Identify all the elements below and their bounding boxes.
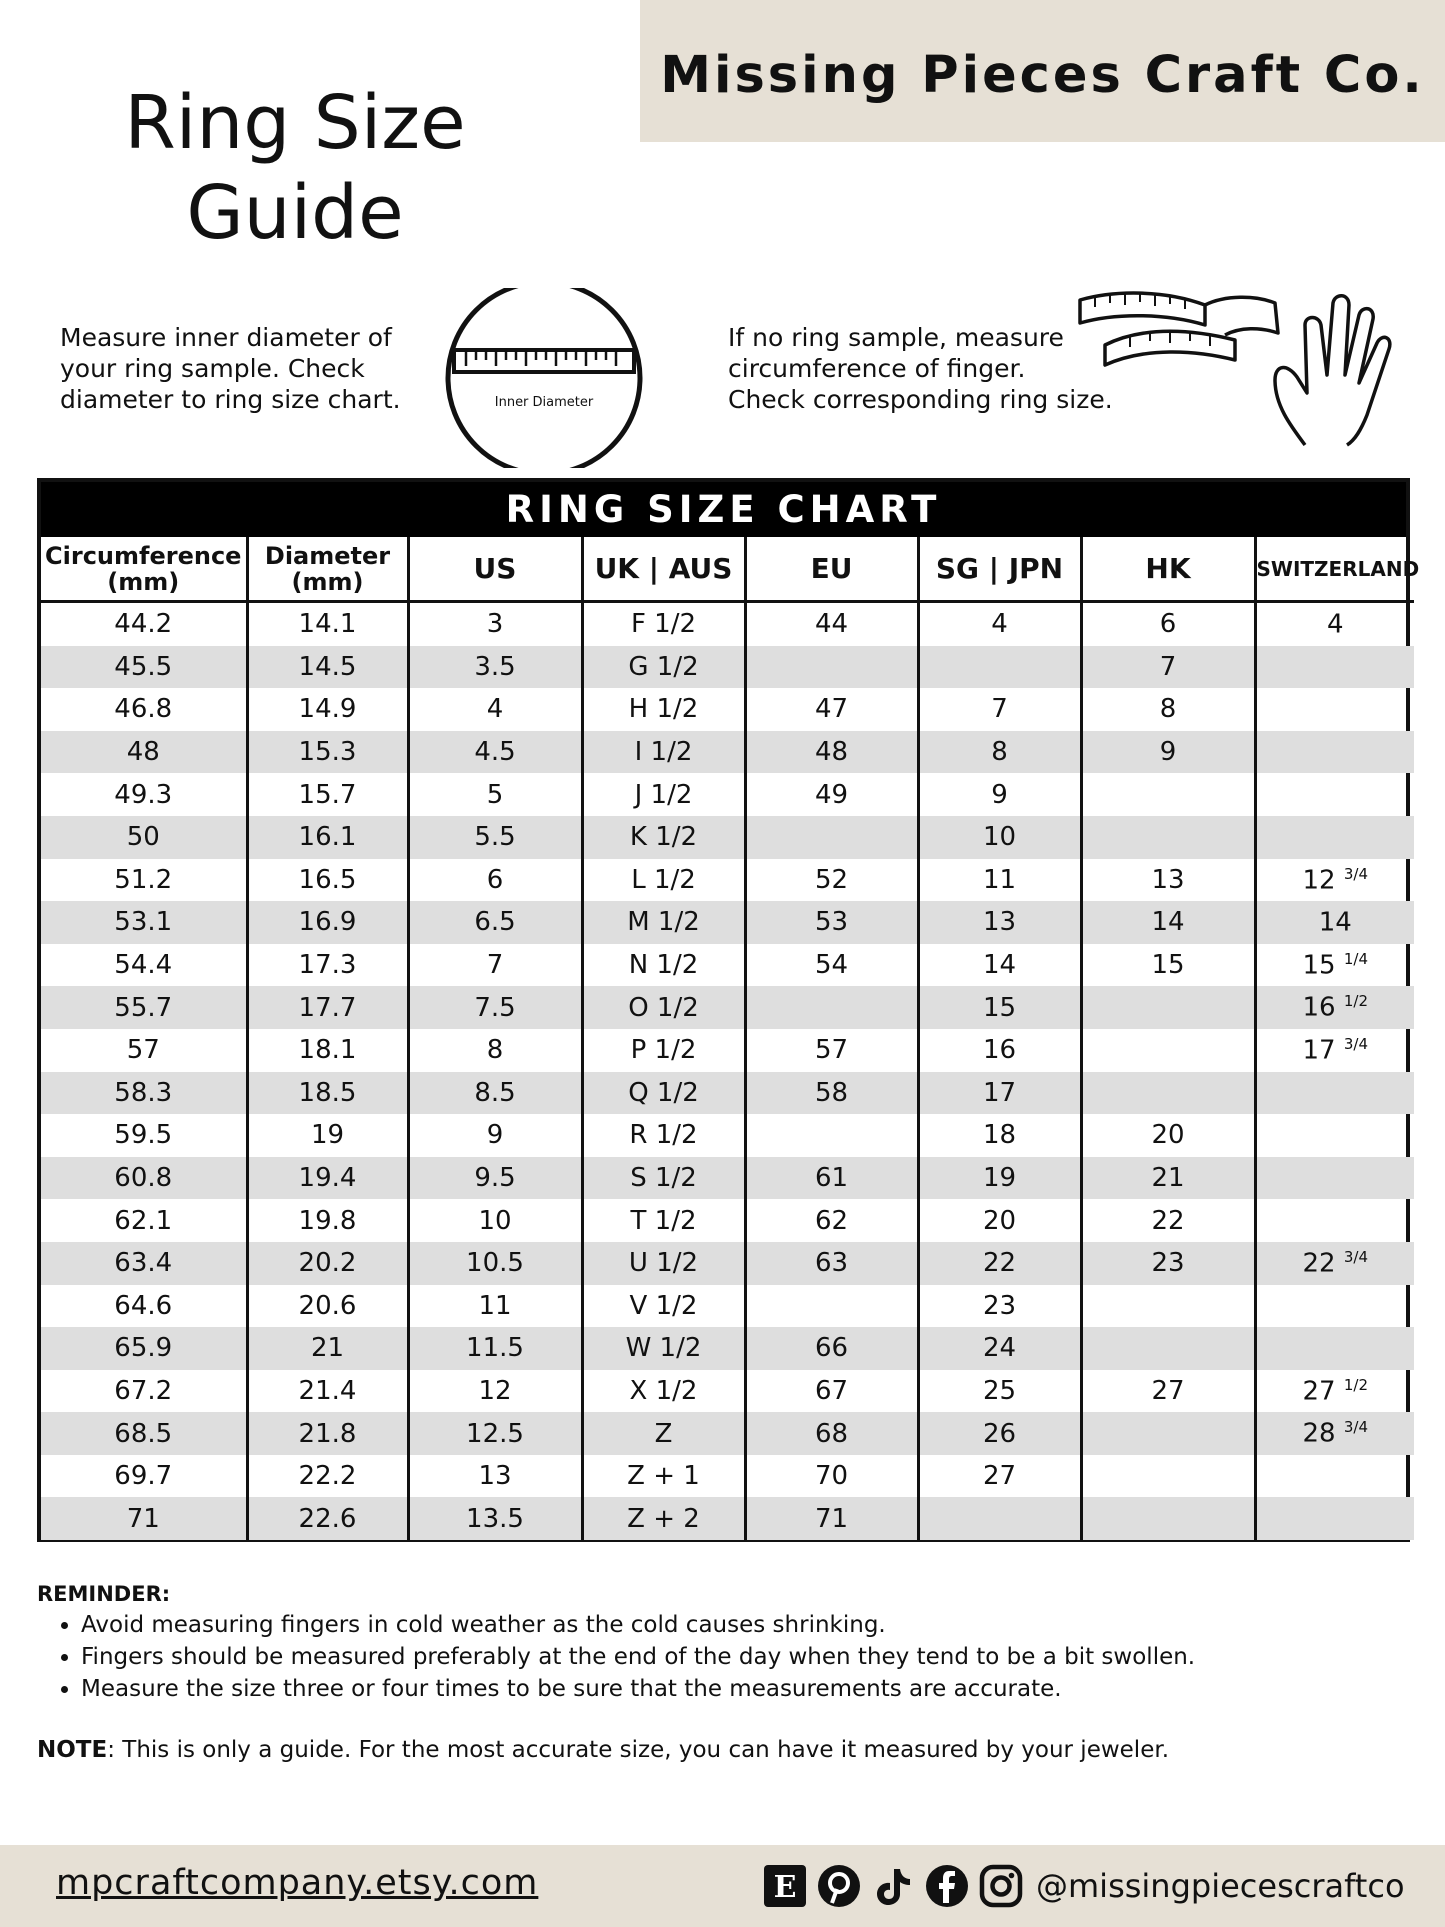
table-cell: 21 [1081,1157,1255,1200]
table-cell: 61 [745,1157,918,1200]
table-cell: R 1/2 [582,1114,745,1157]
table-cell: 44.2 [114,609,173,640]
table-cell: 54.4 [114,950,173,981]
table-cell: 26 [918,1412,1081,1455]
table-cell: 15.7 [247,773,408,816]
table-cell: 64.6 [114,1290,173,1321]
table-cell: X 1/2 [582,1370,745,1413]
table-row [41,1412,1414,1455]
table-cell: H 1/2 [582,688,745,731]
table-cell: 21 [247,1327,408,1370]
table-cell: 49 [745,773,918,816]
table-cell: 12 [408,1370,582,1413]
instruction-line: Measure inner diameter of [60,323,392,352]
table-cell: 21.8 [247,1412,408,1455]
table-cell: 7 [408,944,582,987]
table-row [41,602,1414,646]
table-cell: 22 [918,1242,1081,1285]
table-row [41,1157,1414,1200]
table-cell: 3 [408,602,582,646]
table-cell: 62 [745,1199,918,1242]
page-title [80,78,510,258]
instruction-line: diameter to ring size chart. [60,385,401,414]
table-cell: 14 [918,944,1081,987]
title-line-2: Guide [186,170,404,256]
table-cell: 54 [745,944,918,987]
table-row [41,1285,1414,1328]
table-cell: 14.9 [247,688,408,731]
table-cell: 4.5 [408,731,582,774]
table-cell: 17 $^{3/4}$ [1255,1029,1414,1072]
table-cell: 5.5 [408,816,582,859]
table-cell: 22 $^{3/4}$ [1255,1242,1414,1285]
table-cell: 57 [745,1029,918,1072]
table-cell: 60.8 [41,1157,247,1200]
table-cell [1255,646,1414,689]
table-cell: 23 [1081,1242,1255,1285]
svg-text:E: E [773,1870,797,1905]
table-cell: 20 [918,1199,1081,1242]
table-cell: 8.5 [408,1072,582,1115]
table-cell [1255,1157,1414,1200]
table-cell: 66 [745,1327,918,1370]
size-fraction: 3/4 [1343,1034,1368,1053]
table-cell: 10 [918,816,1081,859]
table-cell [1081,1285,1255,1328]
table-cell: 6.5 [408,901,582,944]
table-cell: 12 $^{3/4}$ [1255,859,1414,902]
table-cell: 70 [745,1455,918,1498]
table-cell [1081,816,1255,859]
column-header: HK [1081,537,1255,602]
table-cell: 8 [1081,688,1255,731]
note [37,1737,1169,1763]
table-cell: 45.5 [41,646,247,689]
table-cell: 14.1 [247,602,408,646]
table-cell: 69.7 [114,1461,173,1492]
etsy-shop-link[interactable]: mpcraftcompany.etsy.com [56,1863,539,1903]
table-cell: 62.1 [114,1205,173,1236]
table-cell: I 1/2 [582,731,745,774]
table-cell: 22 [1081,1199,1255,1242]
column-header: Circumference (mm) [41,537,247,602]
table-cell: 27 [918,1455,1081,1498]
table-cell: 47 [745,688,918,731]
facebook-icon[interactable] [924,1863,970,1909]
table-cell: 46.8 [114,694,173,725]
ring-size-table [41,537,1420,1540]
table-cell: 53 [745,901,918,944]
table-cell: Z + 2 [582,1497,745,1540]
table-cell [1081,773,1255,816]
table-cell: U 1/2 [582,1242,745,1285]
table-cell [1081,1327,1255,1370]
table-cell: 48 [745,731,918,774]
table-cell: 6 [408,859,582,902]
table-cell [1081,1497,1255,1540]
reminder-item: • Fingers should be measured preferably at the end of the day when they tend to be a bit swollen. [81,1641,1195,1673]
table-cell: 18.1 [247,1029,408,1072]
table-cell: 15 $^{1/4}$ [1255,944,1414,987]
instruction-line: If no ring sample, measure [728,323,1064,352]
table-cell: G 1/2 [582,646,745,689]
table-cell: N 1/2 [582,944,745,987]
table-cell: 57 [126,1035,160,1066]
table-cell [1255,1455,1414,1498]
table-cell: 55.7 [41,986,247,1029]
table-cell [1255,1497,1414,1540]
table-row [41,1199,1414,1242]
table-cell: V 1/2 [582,1285,745,1328]
table-cell: 4 [408,688,582,731]
table-cell [1255,1199,1414,1242]
table-cell: 68.5 [41,1412,247,1455]
table-row [41,646,1414,689]
table-cell: 16 $^{1/2}$ [1255,986,1414,1029]
table-cell: 65.9 [41,1327,247,1370]
table-cell: 16 [918,1029,1081,1072]
table-cell: M 1/2 [582,901,745,944]
size-fraction: 1/2 [1343,992,1368,1011]
table-cell: 9.5 [408,1157,582,1200]
instagram-icon[interactable] [978,1863,1024,1909]
table-cell [1081,1412,1255,1455]
table-cell: 48 [41,731,247,774]
table-cell: 10.5 [408,1242,582,1285]
table-row [41,1455,1414,1498]
column-header: SG | JPN [918,537,1081,602]
table-cell: 58.3 [41,1072,247,1115]
instruction-line: your ring sample. Check [60,354,365,383]
table-cell: L 1/2 [582,859,745,902]
table-cell: 25 [918,1370,1081,1413]
table-cell: 7 [918,688,1081,731]
table-cell: O 1/2 [582,986,745,1029]
table-cell: 11.5 [408,1327,582,1370]
ring-diameter-diagram [444,288,644,468]
table-cell: P 1/2 [582,1029,745,1072]
table-cell [1081,1029,1255,1072]
reminder-item: • Avoid measuring fingers in cold weather as the cold causes shrinking. [81,1609,1195,1641]
table-cell: 16.9 [247,901,408,944]
table-cell: 11 [918,859,1081,902]
table-cell: T 1/2 [582,1199,745,1242]
footer [0,1845,1445,1927]
table-cell: 63 [745,1242,918,1285]
column-header: US [408,537,582,602]
pinterest-icon[interactable] [816,1863,862,1909]
table-cell: 7.5 [408,986,582,1029]
column-header: SWITZERLAND [1255,537,1414,602]
table-header-row [41,537,1414,602]
table-cell [745,1285,918,1328]
table-row [41,986,1414,1029]
table-cell: 4 [1255,602,1414,646]
table-cell [1081,1072,1255,1115]
table-cell: 53.1 [41,901,247,944]
brand-name: Missing Pieces Craft Co. [660,46,1425,105]
size-fraction: 1/2 [1343,1375,1368,1394]
table-cell [1255,773,1414,816]
table-cell [1255,1072,1414,1115]
table-cell: 9 [408,1114,582,1157]
table-cell: 5 [408,773,582,816]
table-cell: 22.2 [247,1455,408,1498]
table-row [41,1497,1414,1540]
table-cell: 6 [1081,602,1255,646]
table-row [41,688,1414,731]
tiktok-icon[interactable] [870,1863,916,1909]
table-cell: 71 [745,1497,918,1540]
table-cell: 9 [918,773,1081,816]
table-row [41,773,1414,816]
table-row [41,1029,1414,1072]
reminder-item: • Measure the size three or four times to be sure that the measurements are accurate. [81,1673,1195,1705]
table-cell: 23 [918,1285,1081,1328]
table-cell: 27 $^{1/2}$ [1255,1370,1414,1413]
table-cell: 12.5 [408,1412,582,1455]
table-row [41,859,1414,902]
etsy-icon[interactable] [762,1863,808,1909]
table-cell [745,646,918,689]
diagram-label: Inner Diameter [494,395,594,410]
chart-title: RING SIZE CHART [41,482,1406,537]
table-cell: 28 $^{3/4}$ [1255,1412,1414,1455]
column-header: EU [745,537,918,602]
table-row [41,1370,1414,1413]
social-links [762,1863,1405,1909]
table-cell: W 1/2 [582,1327,745,1370]
ring-size-chart [37,478,1420,1542]
size-fraction: 3/4 [1343,864,1368,883]
note-label: NOTE [37,1737,108,1763]
table-cell [745,1114,918,1157]
table-cell: 16.5 [247,859,408,902]
table-cell [1255,1114,1414,1157]
table-cell: 18 [918,1114,1081,1157]
note-text: : This is only a guide. For the most accurate size, you can have it measured by your jeweler. [107,1737,1169,1763]
table-cell: 19.8 [247,1199,408,1242]
table-cell: 9 [1081,731,1255,774]
brand-banner [640,0,1445,142]
column-header: Diameter (mm) [247,537,408,602]
table-cell: 10 [408,1199,582,1242]
table-cell: 7 [1081,646,1255,689]
table-cell [1255,1327,1414,1370]
table-cell [1255,1285,1414,1328]
table-row [41,816,1414,859]
table-cell: 18.5 [247,1072,408,1115]
table-cell [1255,688,1414,731]
table-cell: 19 [918,1157,1081,1200]
table-cell [918,646,1081,689]
reminder-list [37,1609,1195,1705]
table-cell: 15 [918,986,1081,1029]
table-cell: 50 [41,816,247,859]
table-cell [745,816,918,859]
size-fraction: 1/4 [1343,949,1368,968]
table-row [41,1242,1414,1285]
table-row [41,731,1414,774]
reminder-section [37,1582,1195,1705]
table-cell: 19 [247,1114,408,1157]
table-cell: 67.2 [114,1375,173,1406]
table-cell: 68 [745,1412,918,1455]
table-cell: 59.5 [114,1120,173,1151]
size-fraction: 3/4 [1343,1418,1368,1437]
table-cell: 17.7 [247,986,408,1029]
table-cell: 20 [1081,1114,1255,1157]
table-cell [918,1497,1081,1540]
table-cell: 67 [745,1370,918,1413]
instruction-line: Check corresponding ring size. [728,385,1113,414]
table-body [41,602,1414,1541]
table-cell: 14 [1255,901,1414,944]
table-row [41,901,1414,944]
reminder-title: REMINDER: [37,1582,171,1606]
table-cell: 63.4 [41,1242,247,1285]
column-header: UK | AUS [582,537,745,602]
table-cell: 13 [918,901,1081,944]
social-handle[interactable]: @missingpiecescraftco [1036,1867,1405,1905]
table-cell: 13 [408,1455,582,1498]
table-cell: 13 [1081,859,1255,902]
table-cell: J 1/2 [582,773,745,816]
table-cell: 71 [41,1497,247,1540]
table-cell: 44 [745,602,918,646]
table-cell: 22.6 [247,1497,408,1540]
table-cell: 15.3 [247,731,408,774]
table-cell: 14 [1081,901,1255,944]
instructions-ring-sample [60,322,401,415]
instructions-finger [728,322,1113,415]
instruction-line: circumference of finger. [728,354,1026,383]
table-cell: 8 [918,731,1081,774]
table-cell: 4 [918,602,1081,646]
table-row [41,944,1414,987]
title-line-1: Ring Size [124,80,466,166]
table-cell: 17 [918,1072,1081,1115]
table-cell: 16.1 [247,816,408,859]
table-cell: Z + 1 [582,1455,745,1498]
table-cell [745,986,918,1029]
table-cell: 14.5 [247,646,408,689]
table-cell: K 1/2 [582,816,745,859]
tape-measure-hand-icon [1075,285,1395,455]
table-cell [1255,816,1414,859]
table-cell: 49.3 [114,779,173,810]
table-cell: 15 [1081,944,1255,987]
table-cell: S 1/2 [582,1157,745,1200]
table-cell: 51.2 [114,864,173,895]
table-cell: 20.6 [247,1285,408,1328]
table-cell: 52 [745,859,918,902]
table-row [41,1327,1414,1370]
table-cell: 8 [408,1029,582,1072]
table-cell [1081,986,1255,1029]
table-cell: 11 [408,1285,582,1328]
table-cell: 20.2 [247,1242,408,1285]
table-row [41,1114,1414,1157]
table-cell: 58 [745,1072,918,1115]
table-cell: 19.4 [247,1157,408,1200]
table-cell: 24 [918,1327,1081,1370]
size-fraction: 3/4 [1343,1247,1368,1266]
table-cell: 27 [1081,1370,1255,1413]
table-cell: 3.5 [408,646,582,689]
table-cell: 13.5 [408,1497,582,1540]
table-cell: Z [582,1412,745,1455]
table-cell: F 1/2 [582,602,745,646]
table-cell: 17.3 [247,944,408,987]
table-row [41,1072,1414,1115]
table-cell [1081,1455,1255,1498]
table-cell [1255,731,1414,774]
table-cell: 21.4 [247,1370,408,1413]
table-cell: Q 1/2 [582,1072,745,1115]
